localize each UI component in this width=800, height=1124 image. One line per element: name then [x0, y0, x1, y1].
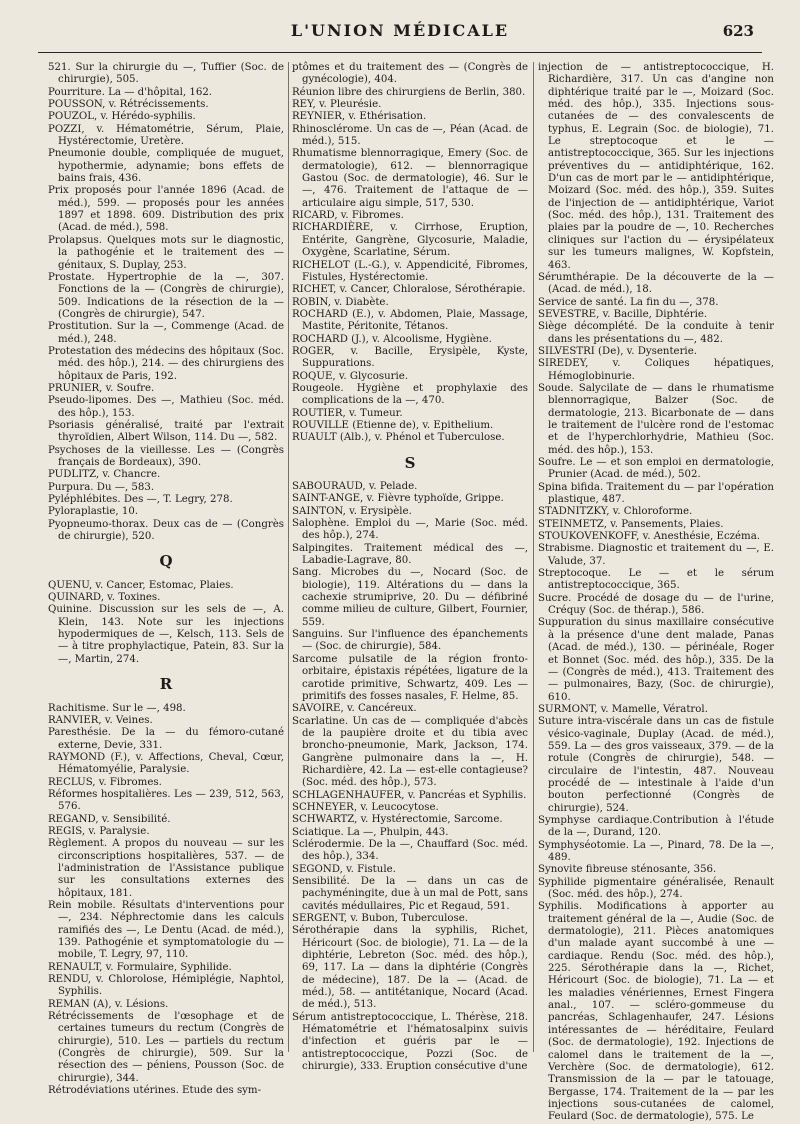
- index-entry: Syphilide pigmentaire généralisée, Renault (Soc. méd. des hôp.), 274.: [538, 876, 774, 901]
- index-entry: Pyopneumo-thorax. Deux cas de — (Congrès de chirurgie), 520.: [48, 518, 284, 543]
- index-entry: ROCHARD (J.), v. Alcoolisme, Hygiène.: [292, 333, 492, 345]
- index-entry: Siège décomplété. De la conduite à tenir dans les présentations du —, 482.: [538, 321, 774, 345]
- index-entry: POUZOL, v. Hérédo-syphilis.: [48, 111, 196, 123]
- index-entry: RICHELOT (L.-G.), v. Appendicité, Fibromes, Fistules, Hystérectomie.: [292, 259, 528, 283]
- page-header: [38, 16, 762, 46]
- index-entry: Prostate. Hypertrophie de la —, 307. Fonctions de la — (Congrès de chirurgie), 509. Indications de la résection de la — (Congrès de chirurgie), 547.: [48, 271, 284, 320]
- index-entry: 521. Sur la chirurgie du —, Tuffier (Soc. de chirurgie), 505.: [48, 62, 284, 86]
- section-letter: Q: [159, 552, 173, 571]
- index-entry: SEVESTRE, v. Bacille, Diphtérie.: [538, 308, 708, 320]
- index-entry: STEINMETZ, v. Pansements, Plaies.: [538, 518, 724, 530]
- index-entry: SERGENT, v. Bubon, Tuberculose.: [292, 913, 469, 925]
- index-entry: Rétrodéviations utérines. Etude des sym-: [48, 1085, 262, 1097]
- index-entry: SCHNEYER, v. Leucocytose.: [292, 801, 439, 813]
- column-divider: [288, 62, 289, 1052]
- index-entry: ROBIN, v. Diabète.: [292, 296, 389, 308]
- journal-title: L'UNION MÉDICALE: [290, 21, 510, 40]
- index-entry: Prix proposés pour l'année 1896 (Acad. de méd.), 599. — proposés pour les années 1897 et 1898. 609. Distribution des prix (Acad. de méd.), 598.: [48, 185, 284, 234]
- index-column-2: [292, 62, 528, 1073]
- index-entry: Paresthésie. De la — du fémoro-cutané externe, Devie, 331.: [48, 727, 284, 751]
- index-entry: Sensibilité. De la — dans un cas de pachyméningite, due à un mal de Pott, sans cavités médullaires, Pic et Regaud, 591.: [292, 876, 528, 912]
- index-entry: Suppuration du sinus maxillaire consécutive à la présence d'une dent malade, Panas (Acad. de méd.), 130. — périnéale, Roger et Bonnet (Soc. méd. des hôp.), 335. De la — (Congrès de méd.), 413. Traitement des — pulmonaires, Bazy, (Soc. de chirurgie), 610.: [538, 617, 774, 703]
- index-entry: Protestation des médecins des hôpitaux (Soc. méd. des hôp.), 214. — des chirurgiens des hôpitaux de Paris, 192.: [48, 345, 284, 382]
- index-entry: Rétrécissements de l'œsophage et de certaines tumeurs du rectum (Congrès de chirurgie), 510. Les — partiels du rectum (Congrès de chirurgie), 509. Sur la résection des — péniens, Pousson (Soc. de chirurgie), 344.: [48, 1011, 284, 1084]
- index-entry: Symphyséotomie. La —, Pinard, 78. De la —, 489.: [538, 839, 774, 863]
- header-rule: [38, 52, 762, 53]
- index-entry: RICHARDIÈRE, v. Cirrhose, Eruption, Entérite, Gangrène, Glycosurie, Maladie, Oxygène, Scarlatine, Sérum.: [292, 222, 528, 259]
- index-entry: Spina bifida. Traitement du — par l'opération plastique, 487.: [538, 481, 774, 506]
- index-entry: QUENU, v. Cancer, Estomac, Plaies.: [48, 579, 234, 591]
- index-entry: Symphyse cardiaque.Contribution à l'étude de la —, Durand, 120.: [538, 814, 774, 839]
- index-entry: Sciatique. La —, Phulpin, 443.: [292, 826, 449, 838]
- index-entry: Sérothérapie dans la syphilis, Richet, Héricourt (Soc. de biologie), 71. La — de la diphtérie, Lebreton (Soc. méd. des hôp.), 69, 117. La — dans la diphtérie (Congrès de médecine), 187. De la — (Acad. de méd.), 58. — antitétanique, Nocard (Acad. de méd.), 513.: [292, 925, 528, 1011]
- index-entry: Sanguins. Sur l'influence des épanchements — (Soc. de chirurgie), 584.: [292, 629, 528, 653]
- index-entry: ROGER, v. Bacille, Erysipèle, Kyste, Suppurations.: [292, 345, 528, 370]
- index-entry: Sérum antistreptococcique, L. Thérèse, 218. Hématométrie et l'hématosalpinx suivis d'infection et guéris par le — antistreptococcique, Pozzi (Soc. de chirurgie), 333. Eruption consécutive d'une: [292, 1011, 528, 1073]
- index-entry: Purpura. Du —, 583.: [48, 481, 155, 493]
- index-column-1: [48, 62, 284, 1097]
- index-entry: Suture intra-viscérale dans un cas de fistule vésico-vaginale, Duplay (Acad. de méd.), 559. La — des gros vaisseaux, 379. — de la rotule (Congrès de chirurgie), 548. — circulaire de l'intestin, 487. Nouveau procédé de — intestinale à l'aide d'un bouton perfectionné (Congrès de chirurgie), 524.: [538, 716, 774, 814]
- index-entry: RECLUS, v. Fibromes.: [48, 776, 162, 788]
- index-entry: SEGOND, v. Fistule.: [292, 863, 396, 875]
- index-entry: ROUTIER, v. Tumeur.: [292, 407, 403, 419]
- index-entry: Syphilis. Modifications à apporter au traitement général de la —, Audie (Soc. de dermatologie), 211. Pièces anatomiques d'un malade ayant succombé à une — cardiaque. Rendu (Soc. méd. des hôp.), 225. Sérothérapie dans la —, Richet, Héricourt (Soc. de biologie), 71. La — et les maladies vénériennes, Ernest Fingera anal., 107. — scléro-gommeuse du pancréas, Schlagenhaufer, 247. Lésions intéressantes de — héréditaire, Feulard (Soc. de dermatologie), 192. Injections de calomel dans le traitement de la —, Verchère (Soc. de dermatologie), 612. Transmission de la — par le tatouage, Bergasse, 174. Traitement de la — par les injections sous-cutanées de calomel, Feulard (Soc. de dermatologie), 575. Le: [538, 901, 774, 1123]
- index-entry: Pyléphlébites. Des —, T. Legry, 278.: [48, 494, 233, 506]
- index-entry: RAYMOND (F.), v. Affections, Cheval, Cœur, Hématomyélie, Paralysie.: [48, 751, 284, 776]
- index-entry: SCHWARTZ, v. Hystérectomie, Sarcome.: [292, 814, 503, 826]
- index-entry: Scarlatine. Un cas de — compliquée d'abcès de la paupière droite et du tibia avec broncho-pneumonie, Mark, Jackson, 174. Gangrène pulmonaire dans la —, H. Richardière, 42. La — est-elle contagieuse? (Soc. méd. des hôp.), 573.: [292, 715, 528, 789]
- index-entry: SURMONT, v. Mamelle, Vératrol.: [538, 703, 708, 715]
- index-entry: POUSSON, v. Rétrécissements.: [48, 99, 209, 111]
- index-entry: ROCHARD (E.), v. Abdomen, Plaie, Massage, Mastite, Péritonite, Tétanos.: [292, 308, 528, 333]
- index-entry: Psychoses de la vieillesse. Les — (Congrès français de Bordeaux), 390.: [48, 444, 284, 468]
- section-letter: S: [404, 453, 416, 472]
- index-entry: REMAN (A), v. Lésions.: [48, 998, 169, 1010]
- index-entry: SAVOIRE, v. Cancéreux.: [292, 703, 417, 715]
- index-entry: ROUVILLE (Etienne de), v. Epithelium.: [292, 419, 494, 431]
- index-entry: ptômes et du traitement des — (Congrès de gynécologie), 404.: [292, 62, 528, 86]
- index-entry: Sucre. Procédé de dosage du — de l'urine, Créquy (Soc. de thérap.), 586.: [538, 592, 774, 617]
- index-entry: Streptocoque. Le — et le sérum antistreptococcique, 365.: [538, 568, 774, 592]
- index-entry: Psoriasis généralisé, traité par l'extrait thyroïdien, Albert Wilson, 114. Du —, 582.: [48, 419, 284, 444]
- index-entry: Synovite fibreuse sténosante, 356.: [538, 864, 717, 876]
- index-entry: RUAULT (Alb.), v. Phénol et Tuberculose.: [292, 432, 505, 444]
- index-entry: RENAULT, v. Formulaire, Syphilide.: [48, 961, 232, 973]
- index-entry: Service de santé. La fin du —, 378.: [538, 296, 719, 308]
- index-entry: Rhumatisme blennorragique, Emery (Soc. de dermatologie), 612. — blennorragique Gastou (Soc. de dermatologie), 46. Sur le —, 476. Traitement de l'attaque de — articulaire aigu simple, 517, 530.: [292, 148, 528, 209]
- index-entry: Rhinosclérome. Un cas de —, Péan (Acad. de méd.), 515.: [292, 123, 528, 148]
- index-entry: POZZI, v. Hématométrie, Sérum, Plaie, Hystérectomie, Uretère.: [48, 123, 284, 148]
- column-divider: [533, 62, 534, 1052]
- index-entry: Réformes hospitalières. Les — 239, 512, 563, 576.: [48, 788, 284, 813]
- index-entry: Sang. Microbes du —, Nocard (Soc. de biologie), 119. Altérations du — dans la cachexie strumiprive, 20. Du — défibriné comme milieu de culture, Gilbert, Fournier, 559.: [292, 567, 528, 628]
- index-entry: SILVESTRI (De), v. Dysenterie.: [538, 345, 697, 357]
- index-entry: PUDLITZ, v. Chancre.: [48, 469, 161, 481]
- index-entry: Pourriture. La — d'hôpital, 162.: [48, 86, 213, 98]
- section-letter: R: [159, 675, 173, 694]
- index-entry: SABOURAUD, v. Pelade.: [292, 481, 418, 492]
- index-entry: REY, v. Pleurésie.: [292, 99, 382, 111]
- index-entry: QUINARD, v. Toxines.: [48, 592, 161, 604]
- index-entry: Sarcome pulsatile de la région fronto-orbitaire, épistaxis répétées, ligature de la carotide primitive, Schwartz, 409. Les — primitifs des fosses nasales, F. Helme, 85.: [292, 653, 528, 702]
- index-entry: Rachitisme. Sur le —, 498.: [48, 702, 186, 714]
- index-entry: Salpingites. Traitement médical des —, Labadie-Lagrave, 80.: [292, 542, 528, 567]
- index-entry: Pseudo-lipomes. Des —, Mathieu (Soc. méd. des hôp.), 153.: [48, 395, 284, 419]
- index-entry: Soude. Salycilate de — dans le rhumatisme blennorragique, Balzer (Soc. de dermatologie, 213. Bicarbonate de — dans le traitement de l'ulcère rond de l'estomac et de l'hyperchlorhydrie, Mathieu (Soc. méd. des hôp.), 153.: [538, 382, 774, 456]
- index-column-3: [538, 62, 774, 1123]
- index-entry: REYNIER, v. Ethérisation.: [292, 111, 427, 123]
- index-entry: Pyloraplastie, 10.: [48, 506, 139, 518]
- index-entry: Réunion libre des chirurgiens de Berlin, 380.: [292, 86, 526, 98]
- index-entry: STOUKOVENKOFF, v. Anesthésie, Eczéma.: [538, 531, 761, 543]
- index-entry: Salophène. Emploi du —, Marie (Soc. méd. des hôp.), 274.: [292, 518, 528, 542]
- index-entry: SAINTON, v. Erysipèle.: [292, 505, 412, 517]
- index-entry: RICHET, v. Cancer, Chloralose, Sérothérapie.: [292, 284, 526, 296]
- index-entry: Rein mobile. Résultats d'interventions pour —, 234. Néphrectomie dans les calculs ramifiés des —, Le Dentu (Acad. de méd.), 139. Pathogénie et symptomatologie du — mobile, T. Legry, 97, 110.: [48, 900, 284, 961]
- index-entry: SCHLAGENHAUFER, v. Pancréas et Syphilis.: [292, 789, 527, 801]
- index-entry: STADNITZKY, v. Chloroforme.: [538, 506, 693, 518]
- index-entry: Sérumthérapie. De la découverte de la — (Acad. de méd.), 18.: [538, 271, 774, 296]
- index-entry: Quinine. Discussion sur les sels de —, A. Klein, 143. Note sur les injections hypodermiques de —, Kelsch, 113. Sels de — à titre prophylactique, Patein, 83. Sur la —, Martin, 274.: [48, 604, 284, 665]
- index-entry: Pneumonie double, compliquée de muguet, hypothermie, adynamie; bons effets de bains frais, 436.: [48, 148, 284, 185]
- index-entry: RICARD, v. Fibromes.: [292, 210, 404, 222]
- index-entry: Prostitution. Sur la —, Commenge (Acad. de méd.), 248.: [48, 321, 284, 345]
- index-entry: RENDU, v. Chlorolose, Hémiplégie, Naphtol, Syphilis.: [48, 974, 284, 998]
- index-entry: injection de — antistreptococcique, H. Richardière, 317. Un cas d'angine non diphtérique traité par le —, Moizard (Soc. méd. des hôp.), 335. Injections sous-cutanées de — des convalescents de typhus, E. Legrain (Soc. de biologie), 71. Le streptocoque et le — antistreptococcique, 365. Sur les injections préventives du — antidiphtérique, 162. D'un cas de mort par le — antidiphtérique, Moizard (Soc. méd. des hôp.), 359. Suites de l'injection de — antidiphtérique, Variot (Soc. méd. des hôp.), 131. Traitement des plaies par la poudre de —, 10. Recherches cliniques sur l'action du — érysipélateux sur les tumeurs malignes, W. Kopfstein, 463.: [538, 62, 774, 271]
- index-entry: Prolapsus. Quelques mots sur le diagnostic, la pathogénie et le traitement des — génitaux, S. Duplay, 253.: [48, 234, 284, 271]
- index-entry: Rougeole. Hygiène et prophylaxie des complications de la —, 470.: [292, 382, 528, 407]
- index-entry: REGAND, v. Sensibilité.: [48, 813, 171, 825]
- page-number: 623: [722, 22, 754, 40]
- index-entry: ROQUE, v. Glycosurie.: [292, 370, 409, 382]
- index-entry: Règlement. A propos du nouveau — sur les circonscriptions hospitalières, 537. — de l'administration de l'Assistance publique sur les consultations externes des hôpitaux, 181.: [48, 838, 284, 899]
- index-entry: Soufre. Le — et son emploi en dermatologie, Prunier (Acad. de méd.), 502.: [538, 457, 774, 481]
- index-entry: Sclérodermie. De la —, Chauffard (Soc. méd. des hôp.), 334.: [292, 838, 528, 863]
- index-entry: Strabisme. Diagnostic et traitement du —, E. Valude, 37.: [538, 543, 774, 567]
- index-entry: REGIS, v. Paralysie.: [48, 825, 150, 837]
- index-entry: RANVIER, v. Veines.: [48, 714, 153, 726]
- index-entry: SIREDEY, v. Coliques hépatiques, Hémoglobinurie.: [538, 358, 774, 382]
- index-entry: PRUNIER, v. Soufre.: [48, 382, 155, 394]
- index-entry: SAINT-ANGE, v. Fièvre typhoïde, Grippe.: [292, 493, 504, 505]
